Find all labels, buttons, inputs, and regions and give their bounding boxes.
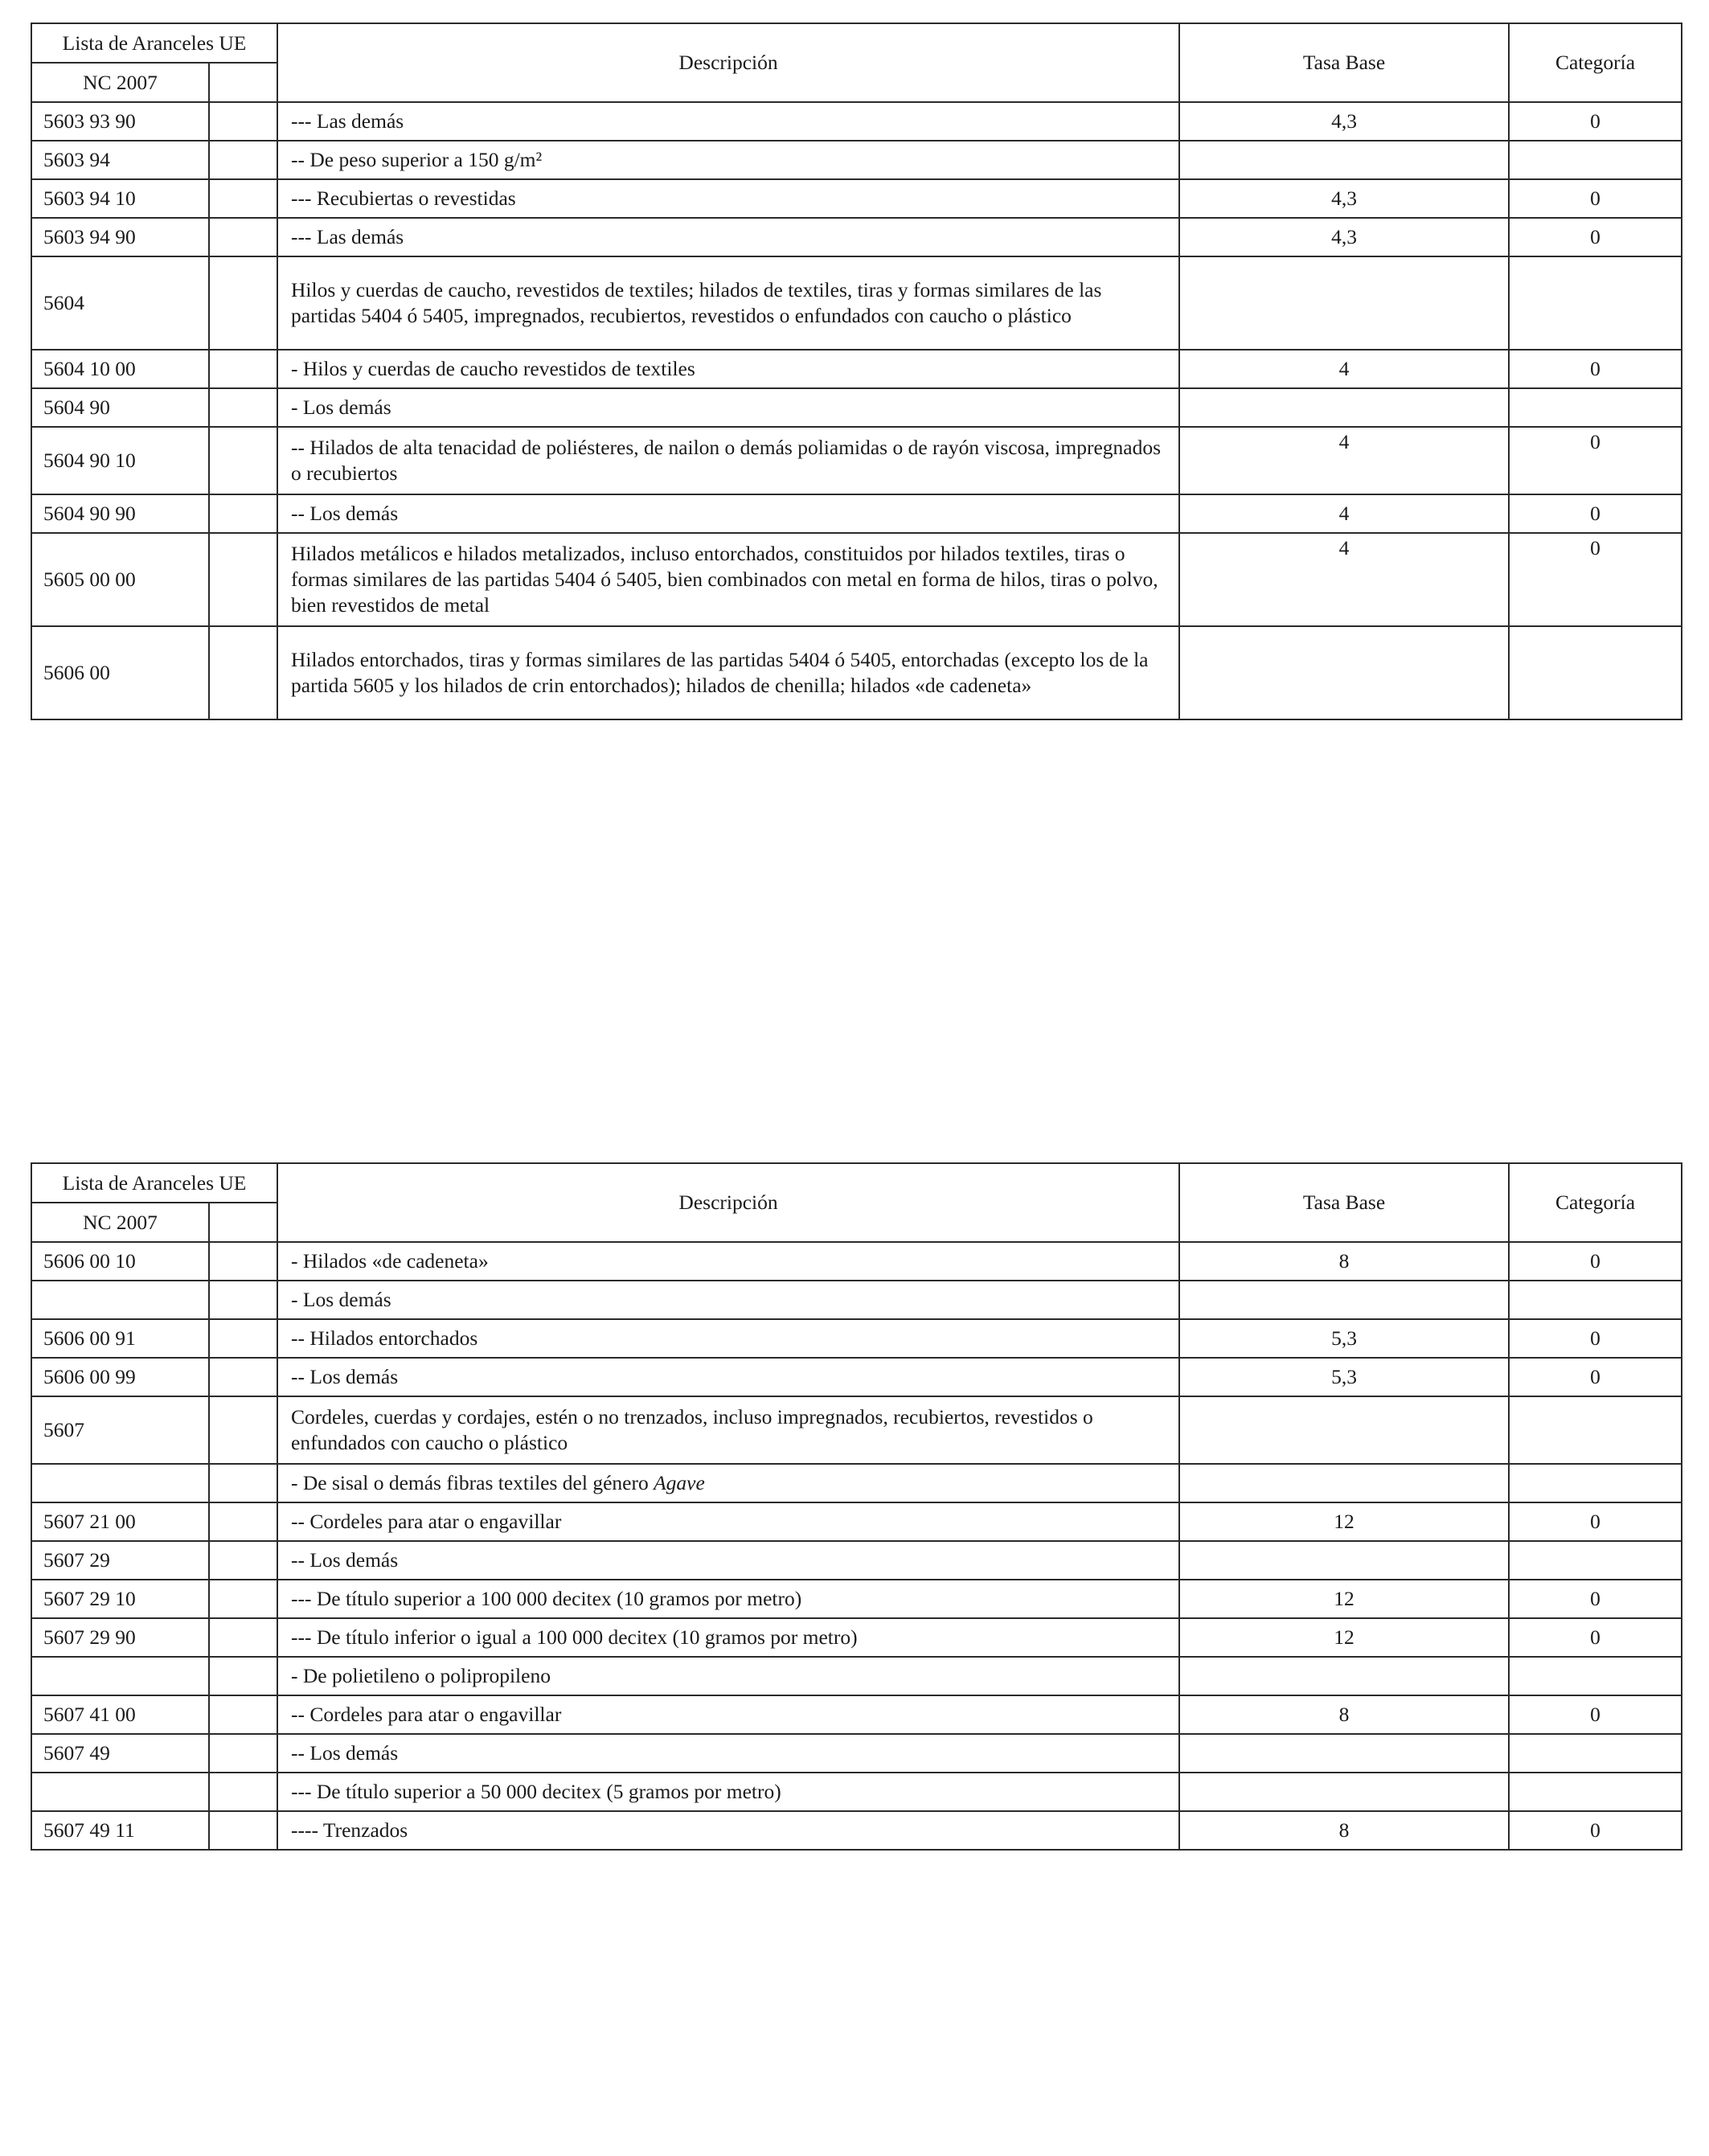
tariff-code: 5604 90 <box>31 388 209 427</box>
table-row <box>31 1242 1682 1281</box>
description <box>277 1464 1179 1502</box>
blank-cell <box>209 102 277 141</box>
base-rate: 4 <box>1179 494 1509 533</box>
tariff-code: 5607 21 00 <box>31 1502 209 1541</box>
base-rate <box>1179 626 1509 719</box>
blank-cell <box>209 1502 277 1541</box>
base-rate: 12 <box>1179 1502 1509 1541</box>
tariff-code: 5605 00 00 <box>31 533 209 626</box>
description: Cordeles, cuerdas y cordajes, estén o no trenzados, incluso impregnados, recubiertos, revestidos o enfundados con caucho o plástico <box>277 1396 1179 1464</box>
category <box>1509 1773 1682 1811</box>
category: 0 <box>1509 350 1682 388</box>
blank-cell <box>209 533 277 626</box>
blank-cell <box>209 1281 277 1319</box>
description: --- De título superior a 50 000 decitex (5 gramos por metro) <box>277 1773 1179 1811</box>
description: --- Las demás <box>277 102 1179 141</box>
description: -- Cordeles para atar o engavillar <box>277 1695 1179 1734</box>
blank-cell <box>209 1657 277 1695</box>
blank-cell <box>209 1358 277 1396</box>
category <box>1509 388 1682 427</box>
description: - Los demás <box>277 388 1179 427</box>
base-rate <box>1179 1657 1509 1695</box>
blank-cell <box>209 1242 277 1281</box>
category: 0 <box>1509 218 1682 256</box>
table-row <box>31 1811 1682 1850</box>
description: --- De título superior a 100 000 decitex (10 gramos por metro) <box>277 1580 1179 1618</box>
category <box>1509 1464 1682 1502</box>
base-rate <box>1179 388 1509 427</box>
base-rate: 8 <box>1179 1695 1509 1734</box>
category <box>1509 626 1682 719</box>
tariff-code <box>31 1773 209 1811</box>
tariff-code: 5607 29 <box>31 1541 209 1580</box>
description: - Los demás <box>277 1281 1179 1319</box>
description: - Hilados «de cadeneta» <box>277 1242 1179 1281</box>
header-category: Categoría <box>1509 23 1682 102</box>
header-group-label: Lista de Aranceles UE <box>31 1163 277 1203</box>
table-row <box>31 1695 1682 1734</box>
description: -- Los demás <box>277 494 1179 533</box>
base-rate: 12 <box>1179 1580 1509 1618</box>
description: -- Los demás <box>277 1734 1179 1773</box>
category: 0 <box>1509 1319 1682 1358</box>
category: 0 <box>1509 1242 1682 1281</box>
tariff-code: 5604 <box>31 256 209 350</box>
description: -- Cordeles para atar o engavillar <box>277 1502 1179 1541</box>
base-rate: 4,3 <box>1179 102 1509 141</box>
tariff-table-1 <box>31 23 1682 720</box>
category: 0 <box>1509 1695 1682 1734</box>
table-row <box>31 1773 1682 1811</box>
table-row <box>31 1541 1682 1580</box>
table-row <box>31 350 1682 388</box>
tariff-code: 5603 94 <box>31 141 209 179</box>
table-row <box>31 1464 1682 1502</box>
table-row <box>31 388 1682 427</box>
header-base-rate: Tasa Base <box>1179 1163 1509 1242</box>
description: -- Los demás <box>277 1358 1179 1396</box>
blank-cell <box>209 1618 277 1657</box>
category: 0 <box>1509 533 1682 626</box>
tariff-code: 5607 49 11 <box>31 1811 209 1850</box>
table-row <box>31 533 1682 626</box>
base-rate: 8 <box>1179 1242 1509 1281</box>
base-rate: 12 <box>1179 1618 1509 1657</box>
category: 0 <box>1509 494 1682 533</box>
tariff-code: 5606 00 91 <box>31 1319 209 1358</box>
blank-cell <box>209 1811 277 1850</box>
category: 0 <box>1509 1618 1682 1657</box>
category: 0 <box>1509 1580 1682 1618</box>
tariff-code: 5603 94 10 <box>31 179 209 218</box>
table-row <box>31 1281 1682 1319</box>
tariff-code: 5607 41 00 <box>31 1695 209 1734</box>
category: 0 <box>1509 427 1682 494</box>
table-row <box>31 1358 1682 1396</box>
description: ---- Trenzados <box>277 1811 1179 1850</box>
category <box>1509 1734 1682 1773</box>
table-row <box>31 1502 1682 1541</box>
base-rate: 4 <box>1179 350 1509 388</box>
base-rate: 8 <box>1179 1811 1509 1850</box>
category: 0 <box>1509 179 1682 218</box>
base-rate <box>1179 1396 1509 1464</box>
blank-cell <box>209 141 277 179</box>
description: --- Las demás <box>277 218 1179 256</box>
tariff-code <box>31 1464 209 1502</box>
table-row <box>31 1319 1682 1358</box>
table-row <box>31 256 1682 350</box>
category: 0 <box>1509 1358 1682 1396</box>
blank-cell <box>209 350 277 388</box>
description: - De polietileno o polipropileno <box>277 1657 1179 1695</box>
table-row <box>31 1396 1682 1464</box>
blank-cell <box>209 388 277 427</box>
description: -- Hilados de alta tenacidad de poliésteres, de nailon o demás poliamidas o de rayón viscosa, impregnados o recubiertos <box>277 427 1179 494</box>
table-row <box>31 494 1682 533</box>
tariff-code: 5607 29 90 <box>31 1618 209 1657</box>
description: - Hilos y cuerdas de caucho revestidos de textiles <box>277 350 1179 388</box>
category <box>1509 1281 1682 1319</box>
header-code: NC 2007 <box>31 1203 209 1242</box>
blank-cell <box>209 427 277 494</box>
base-rate: 5,3 <box>1179 1358 1509 1396</box>
base-rate: 4,3 <box>1179 179 1509 218</box>
table-row <box>31 427 1682 494</box>
table-row <box>31 179 1682 218</box>
category <box>1509 256 1682 350</box>
tariff-code: 5607 49 <box>31 1734 209 1773</box>
table-row <box>31 626 1682 719</box>
tariff-code: 5606 00 99 <box>31 1358 209 1396</box>
description: --- De título inferior o igual a 100 000 decitex (10 gramos por metro) <box>277 1618 1179 1657</box>
description-italic: Agave <box>654 1471 705 1494</box>
blank-cell <box>209 1319 277 1358</box>
base-rate <box>1179 1281 1509 1319</box>
base-rate <box>1179 1464 1509 1502</box>
table-row <box>31 1618 1682 1657</box>
header-code: NC 2007 <box>31 63 209 102</box>
table-row <box>31 218 1682 256</box>
tariff-code: 5603 93 90 <box>31 102 209 141</box>
description: Hilos y cuerdas de caucho, revestidos de textiles; hilados de textiles, tiras y formas similares de las partidas 5404 ó 5405, impregnados, recubiertos, revestidos o enfundados con caucho o plástico <box>277 256 1179 350</box>
blank-cell <box>209 256 277 350</box>
tariff-code <box>31 1657 209 1695</box>
header-blank-cell <box>209 1203 277 1242</box>
category <box>1509 1541 1682 1580</box>
description-text: - De sisal o demás fibras textiles del género <box>291 1471 654 1494</box>
header-description: Descripción <box>277 1163 1179 1242</box>
blank-cell <box>209 1695 277 1734</box>
category <box>1509 1657 1682 1695</box>
category <box>1509 1396 1682 1464</box>
tariff-code: 5603 94 90 <box>31 218 209 256</box>
base-rate: 4,3 <box>1179 218 1509 256</box>
base-rate <box>1179 256 1509 350</box>
blank-cell <box>209 218 277 256</box>
blank-cell <box>209 1541 277 1580</box>
header-group-label: Lista de Aranceles UE <box>31 23 277 63</box>
description: -- De peso superior a 150 g/m² <box>277 141 1179 179</box>
tariff-table-2 <box>31 1162 1682 1851</box>
tariff-code: 5604 90 90 <box>31 494 209 533</box>
blank-cell <box>209 179 277 218</box>
base-rate: 5,3 <box>1179 1319 1509 1358</box>
table-row <box>31 1657 1682 1695</box>
blank-cell <box>209 1734 277 1773</box>
blank-cell <box>209 494 277 533</box>
header-description: Descripción <box>277 23 1179 102</box>
description: -- Hilados entorchados <box>277 1319 1179 1358</box>
tariff-code: 5606 00 10 <box>31 1242 209 1281</box>
description: --- Recubiertas o revestidas <box>277 179 1179 218</box>
header-base-rate: Tasa Base <box>1179 23 1509 102</box>
tariff-code: 5604 90 10 <box>31 427 209 494</box>
description: Hilados metálicos e hilados metalizados, incluso entorchados, constituidos por hilados textiles, tiras o formas similares de las partidas 5404 ó 5405, bien combinados con metal en forma de hilos, tiras o polvo, bien revestidos de metal <box>277 533 1179 626</box>
tariff-code <box>31 1281 209 1319</box>
category: 0 <box>1509 1811 1682 1850</box>
description: Hilados entorchados, tiras y formas similares de las partidas 5404 ó 5405, entorchadas (excepto los de la partida 5605 y los hilados de crin entorchados); hilados de chenilla; hilados «de cadeneta» <box>277 626 1179 719</box>
tariff-code: 5604 10 00 <box>31 350 209 388</box>
header-category: Categoría <box>1509 1163 1682 1242</box>
base-rate: 4 <box>1179 533 1509 626</box>
table-row <box>31 102 1682 141</box>
description: -- Los demás <box>277 1541 1179 1580</box>
tariff-code: 5607 29 10 <box>31 1580 209 1618</box>
header-blank-cell <box>209 63 277 102</box>
base-rate <box>1179 1734 1509 1773</box>
table-row <box>31 1734 1682 1773</box>
table-row <box>31 141 1682 179</box>
blank-cell <box>209 1396 277 1464</box>
table-row <box>31 1580 1682 1618</box>
tariff-code: 5607 <box>31 1396 209 1464</box>
base-rate <box>1179 141 1509 179</box>
category: 0 <box>1509 1502 1682 1541</box>
tariff-code: 5606 00 <box>31 626 209 719</box>
base-rate <box>1179 1541 1509 1580</box>
base-rate: 4 <box>1179 427 1509 494</box>
blank-cell <box>209 626 277 719</box>
blank-cell <box>209 1464 277 1502</box>
blank-cell <box>209 1773 277 1811</box>
blank-cell <box>209 1580 277 1618</box>
category: 0 <box>1509 102 1682 141</box>
category <box>1509 141 1682 179</box>
base-rate <box>1179 1773 1509 1811</box>
